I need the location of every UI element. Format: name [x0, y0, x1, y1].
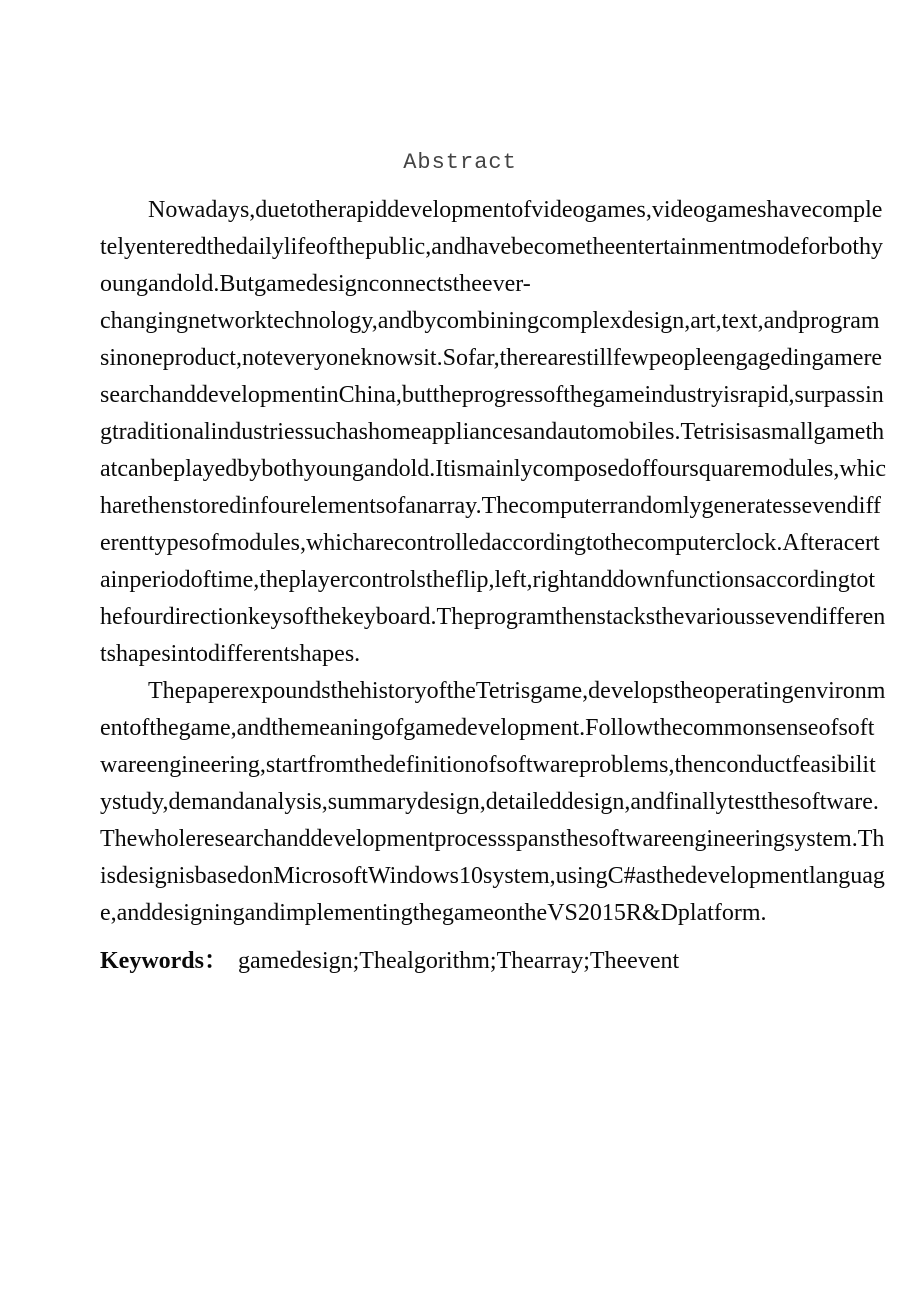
text-line: isdesignisbasedonMicrosoftWindows10system,usingC#asthedevelopmentlanguag: [100, 863, 885, 889]
text-line: ainperiodoftime,theplayercontrolstheflip,left,rightanddownfunctionsaccordingtot: [100, 567, 876, 593]
text-line: Thewholeresearchanddevelopmentprocessspansthesoftwareengineeringsystem.Th: [100, 826, 885, 852]
text-line: atcanbeplayedbybothyoungandold.Itismainlycomposedoffoursquaremodules,whic: [100, 456, 887, 482]
text-line: erenttypesofmodules,whicharecontrolledaccordingtothecomputerclock.Afteracert: [100, 530, 880, 556]
text-line: wareengineering,startfromthedefinitionofsoftwareproblems,thenconductfeasibilit: [100, 752, 876, 778]
keywords-value: gamedesign;Thealgorithm;Thearray;Theevent: [238, 948, 680, 974]
text-line: ystudy,demandanalysis,summarydesign,detaileddesign,andfinallytestthesoftware.: [100, 789, 879, 815]
text-line: gtraditionalindustriessuchashomeappliancesandautomobiles.Tetrisisasmallgameth: [100, 419, 885, 445]
text-line: e,anddesigningandimplementingthegameontheVS2015R&Dplatform.: [100, 900, 767, 926]
text-line: Nowadays,duetotherapiddevelopmentofvideogames,videogameshavecomple: [148, 197, 883, 223]
text-line: oungandold.Butgamedesignconnectstheever-: [100, 271, 531, 297]
abstract-paragraph-1: [100, 192, 887, 673]
text-line: searchanddevelopmentinChina,buttheprogressofthegameindustryisrapid,surpassin: [100, 382, 884, 408]
text-line: tshapesintodifferentshapes.: [100, 641, 361, 667]
abstract-paragraph-2: [100, 673, 886, 932]
keywords-label: Keywords：: [100, 948, 228, 974]
text-line: entofthegame,andthemeaningofgamedevelopment.Followthecommonsenseofsoft: [100, 715, 875, 741]
text-line: harethenstoredinfourelementsofanarray.Thecomputerrandomlygeneratessevendiff: [100, 493, 881, 519]
text-line: hefourdirectionkeysofthekeyboard.Theprogramthenstacksthevarioussevendifferen: [100, 604, 886, 630]
text-line: ThepaperexpoundsthehistoryoftheTetrisgame,developstheoperatingenvironm: [148, 678, 886, 704]
keywords-row: [100, 943, 870, 980]
abstract-title: Abstract: [403, 150, 517, 175]
abstract-body: [100, 192, 887, 980]
text-line: sinoneproduct,noteveryoneknowsit.Sofar,therearestillfewpeopleengagedingamere: [100, 345, 883, 371]
text-line: telyenteredthedailylifeofthepublic,andhavebecometheentertainmentmodeforbothy: [100, 234, 884, 260]
text-line: changingnetworktechnology,andbycombiningcomplexdesign,art,text,andprogram: [100, 308, 880, 334]
